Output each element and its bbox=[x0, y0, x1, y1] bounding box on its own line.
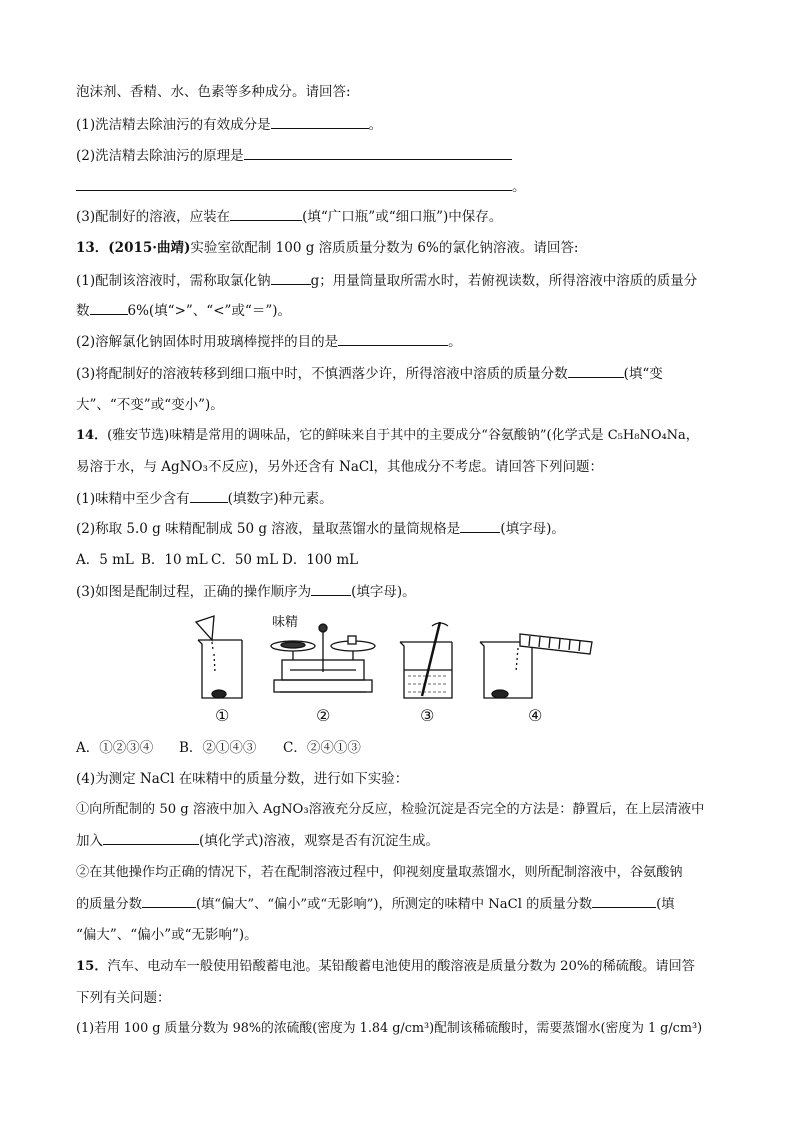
q15-stem: 15．汽车、电动车一般使用铅酸蓄电池。某铅酸蓄电池使用的酸溶液是质量分数为 20%的稀硫酸。请回答 bbox=[76, 959, 695, 974]
figure-caption-3: ③ bbox=[420, 706, 435, 725]
q14-part3: (3)如图是配制过程，正确的操作顺序为 (填字母)。 bbox=[76, 584, 416, 600]
option-a[interactable]: A．①②③④ bbox=[76, 740, 154, 756]
q14-part1: (1)味精中至少含有 (填数字)种元素。 bbox=[76, 491, 333, 507]
answer-blank[interactable] bbox=[338, 332, 448, 346]
intro-text: 泡沫剂、香精、水、色素等多种成分。请回答: bbox=[76, 84, 351, 100]
q14-part4-2: ②在其他操作均正确的情况下，若在配制溶液过程中，仰视刻度量取蒸馏水，则所配制溶液中，谷氨酸钠 bbox=[76, 865, 683, 880]
q14-stem: 14．(雅安节选)味精是常用的调味品，它的鲜味来自于其中的主要成分“谷氨酸钠”(化学式是 C₅H₈NO₄Na， bbox=[76, 428, 699, 443]
answer-blank[interactable] bbox=[90, 301, 128, 315]
answer-blank[interactable] bbox=[142, 894, 196, 908]
lab-procedure-figure bbox=[190, 612, 610, 704]
answer-blank[interactable] bbox=[230, 207, 302, 221]
option-b[interactable]: B．②①④③ bbox=[179, 740, 257, 756]
answer-blank[interactable] bbox=[568, 364, 624, 378]
answer-blank[interactable] bbox=[271, 115, 369, 129]
q12-part2: (2)洗洁精去除油污的原理是 bbox=[76, 146, 512, 166]
q13-part1: (1)配制该溶液时，需称取氯化钠 g；用量筒量取所需水时，若俯视读数，所得溶液中溶质的质量分 bbox=[76, 273, 698, 289]
q14-stem-cont: 易溶于水，与 AgNO₃不反应)，另外还含有 NaCl，其他成分不考虑。请回答下列问题： bbox=[76, 459, 604, 475]
option-b[interactable]: B．10 mL bbox=[141, 552, 208, 568]
beaker-pouring-illustration bbox=[196, 616, 242, 698]
answer-blank[interactable] bbox=[103, 831, 199, 845]
q13-part3-cont: 大”、“不变”或“变小”)。 bbox=[76, 397, 224, 413]
figure-label: 味精 bbox=[272, 615, 299, 630]
stirring-illustration bbox=[400, 622, 452, 698]
cylinder-pouring-illustration bbox=[480, 634, 592, 698]
q12-part3: (3)配制好的溶液，应装在 (填“广口瓶”或“细口瓶”)中保存。 bbox=[76, 209, 503, 225]
figure-caption-1: ① bbox=[215, 706, 230, 725]
q12-part2-cont: 。 bbox=[76, 177, 526, 197]
option-c[interactable]: C．50 mL bbox=[211, 552, 279, 568]
q14-part4: (4)为测定 NaCl 在味精中的质量分数，进行如下实验： bbox=[76, 771, 409, 787]
q15-part1: (1)若用 100 g 质量分数为 98%的浓硫酸(密度为 1.84 g/cm³)配制该稀硫酸时，需要蒸馏水(密度为 1 g/cm³) bbox=[76, 1021, 703, 1036]
q14-part4-2-end: “偏大”、“偏小”或“无影响”)。 bbox=[76, 927, 258, 943]
figure-caption-2: ② bbox=[316, 706, 331, 725]
q14-part4-1-cont: 加入 (填化学式)溶液，观察是否有沉淀生成。 bbox=[76, 833, 440, 849]
answer-blank[interactable] bbox=[271, 271, 311, 285]
option-c[interactable]: C．②④①③ bbox=[283, 740, 361, 756]
q13-part3: (3)将配制好的溶液转移到细口瓶中时，不慎洒落少许，所得溶液中溶质的质量分数 (填“变 bbox=[76, 366, 663, 382]
q13-part1-cont: 数 6%(填“>”、“<”或“＝”)。 bbox=[76, 303, 291, 319]
q13-stem: 13．(2015·曲靖)实验室欲配制 100 g 溶质质量分数为 6%的氯化钠溶液。请回答: bbox=[76, 240, 579, 256]
balance-illustration bbox=[271, 624, 375, 692]
answer-blank[interactable] bbox=[460, 519, 500, 533]
answer-blank[interactable] bbox=[190, 489, 228, 503]
q12-part1: (1)洗洁精去除油污的有效成分是 。 bbox=[76, 117, 383, 133]
figure-caption-4: ④ bbox=[528, 706, 543, 725]
q14-part3-options bbox=[76, 738, 361, 758]
q15-stem-cont: 下列有关问题： bbox=[76, 990, 171, 1006]
q14-part2-options bbox=[76, 550, 358, 570]
option-d[interactable]: D．100 mL bbox=[282, 552, 359, 568]
answer-blank[interactable] bbox=[592, 894, 656, 908]
answer-blank[interactable] bbox=[244, 146, 512, 160]
answer-blank[interactable] bbox=[311, 582, 351, 596]
q14-part2: (2)称取 5.0 g 味精配制成 50 g 溶液，量取蒸馏水的量筒规格是 (填字母)。 bbox=[76, 521, 565, 537]
q13-part2: (2)溶解氯化钠固体时用玻璃棒搅拌的目的是 。 bbox=[76, 334, 462, 350]
answer-blank[interactable] bbox=[76, 177, 512, 191]
option-a[interactable]: A．5 mL bbox=[76, 552, 134, 568]
q14-part4-1: ①向所配制的 50 g 溶液中加入 AgNO₃溶液充分反应，检验沉淀是否完全的方法是：静置后，在上层清液中 bbox=[76, 802, 705, 817]
q14-part4-2-cont: 的质量分数 (填“偏大”、“偏小”或“无影响”)，所测定的味精中 NaCl 的质量分数 (填 bbox=[76, 894, 674, 915]
